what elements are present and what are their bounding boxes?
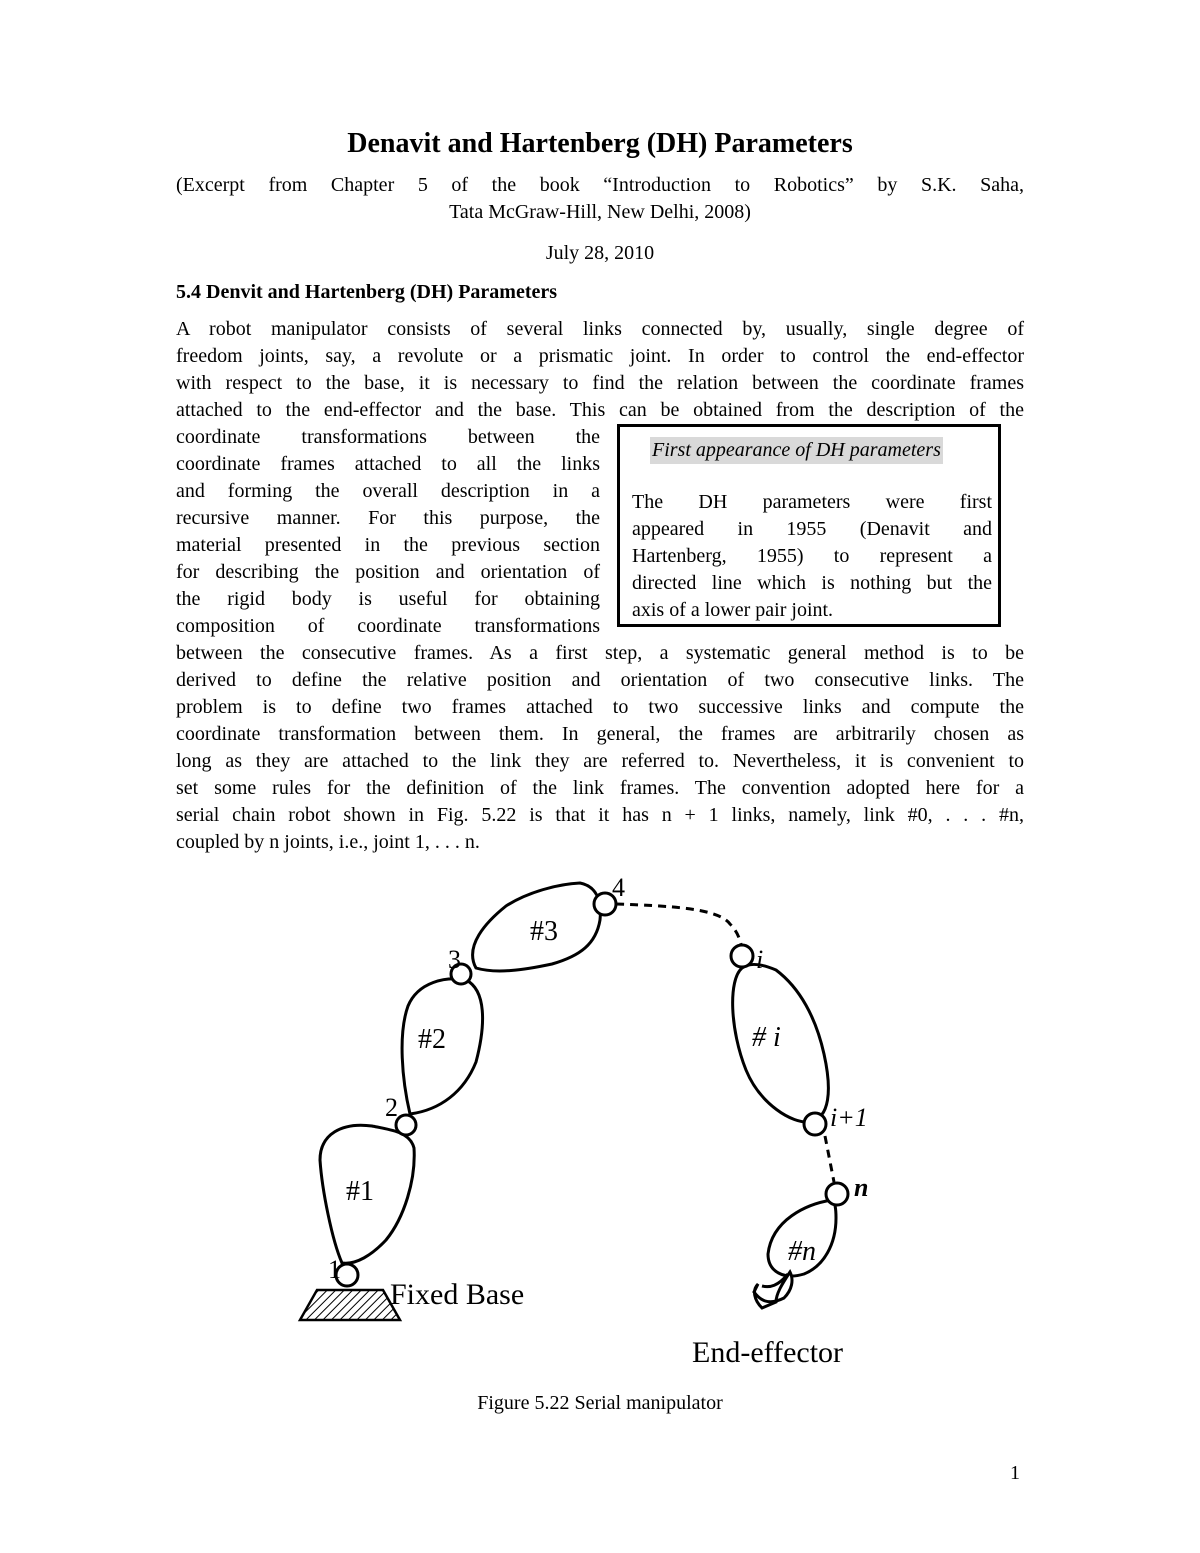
page-number: 1 [1010, 1462, 1020, 1484]
paragraph-bottom [176, 640, 1024, 856]
fixed-base-shape [300, 1290, 400, 1320]
paragraph-left-column [176, 424, 600, 640]
joint-i-circle [731, 945, 753, 967]
text-line: long as they are attached to the link they are referred to. Nevertheless, it is convenient to [176, 750, 1024, 772]
subtitle-line-2: Tata McGraw-Hill, New Delhi, 2008) [449, 201, 751, 223]
document-subtitle [176, 172, 1024, 226]
link-label: #3 [530, 916, 558, 947]
link-label: # i [752, 1022, 781, 1053]
fixed-base-label: Fixed Base [390, 1278, 525, 1311]
sidebar-line: appeared in 1955 (Denavit and [632, 518, 992, 540]
dashed-connection-4-i [616, 904, 742, 948]
joint-label: 3 [448, 945, 461, 974]
end-effector-label: End-effector [692, 1336, 844, 1369]
joint-label: i+1 [830, 1103, 868, 1132]
link-label: #n [788, 1236, 816, 1267]
figure-caption: Figure 5.22 Serial manipulator [477, 1392, 723, 1414]
sidebar-line: The DH parameters were first [632, 491, 992, 513]
joint-label: 1 [328, 1255, 341, 1284]
text-line: material presented in the previous section [176, 534, 600, 556]
text-line: with respect to the base, it is necessary to find the relation between the coordinate frames [176, 372, 1024, 394]
text-line: coupled by n joints, i.e., joint 1, . . . n. [176, 831, 480, 853]
section-heading: 5.4 Denvit and Hartenberg (DH) Parameters [176, 281, 558, 303]
document-title: Denavit and Hartenberg (DH) Parameters [347, 128, 853, 159]
link-label: #1 [346, 1176, 374, 1207]
text-line: for describing the position and orientation of [176, 561, 600, 583]
text-line: A robot manipulator consists of several links connected by, usually, single degree of [176, 318, 1024, 340]
joint-label: i [756, 945, 764, 974]
text-line: coordinate frames attached to all the links [176, 453, 600, 475]
text-line: derived to define the relative position and orientation of two consecutive links. The [176, 669, 1024, 691]
sidebar-body [632, 489, 992, 624]
text-line: freedom joints, say, a revolute or a prismatic joint. In order to control the end-effector [176, 345, 1024, 367]
sidebar-line: Hartenberg, 1955) to represent a [632, 545, 992, 567]
text-line: attached to the end-effector and the base. This can be obtained from the description of the [176, 399, 1024, 421]
text-line: coordinate transformations between the [176, 426, 600, 448]
sidebar-box [617, 424, 1001, 627]
text-line: composition of coordinate transformations [176, 615, 600, 637]
serial-manipulator-figure [280, 870, 900, 1390]
joint-label: 2 [385, 1093, 398, 1122]
sidebar-title: First appearance of DH parameters [650, 437, 943, 464]
joint-label: 4 [612, 873, 625, 902]
sidebar-line: directed line which is nothing but the [632, 572, 992, 594]
text-line: between the consecutive frames. As a first step, a systematic general method is to be [176, 642, 1024, 664]
joint-n-circle [826, 1183, 848, 1205]
text-line: problem is to define two frames attached to two successive links and compute the [176, 696, 1024, 718]
dashed-connection-i1-n [825, 1136, 834, 1182]
text-line: and forming the overall description in a [176, 480, 600, 502]
text-line: the rigid body is useful for obtaining [176, 588, 600, 610]
joint-2-circle [396, 1115, 416, 1135]
subtitle-line-1: (Excerpt from Chapter 5 of the book “Introduction to Robotics” by S.K. Saha, [176, 174, 1024, 196]
paragraph-top [176, 316, 1024, 424]
text-line: recursive manner. For this purpose, the [176, 507, 600, 529]
joint-i-plus-1-circle [804, 1113, 826, 1135]
link-label: #2 [418, 1024, 446, 1055]
text-line: serial chain robot shown in Fig. 5.22 is that it has n + 1 links, namely, link #0, . . . #n, [176, 804, 1024, 826]
document-date: July 28, 2010 [545, 242, 655, 264]
joint-label: n [854, 1173, 869, 1202]
text-line: set some rules for the definition of the link frames. The convention adopted here for a [176, 777, 1024, 799]
text-line: coordinate transformation between them. In general, the frames are arbitrarily chosen as [176, 723, 1024, 745]
sidebar-line: axis of a lower pair joint. [632, 599, 834, 621]
